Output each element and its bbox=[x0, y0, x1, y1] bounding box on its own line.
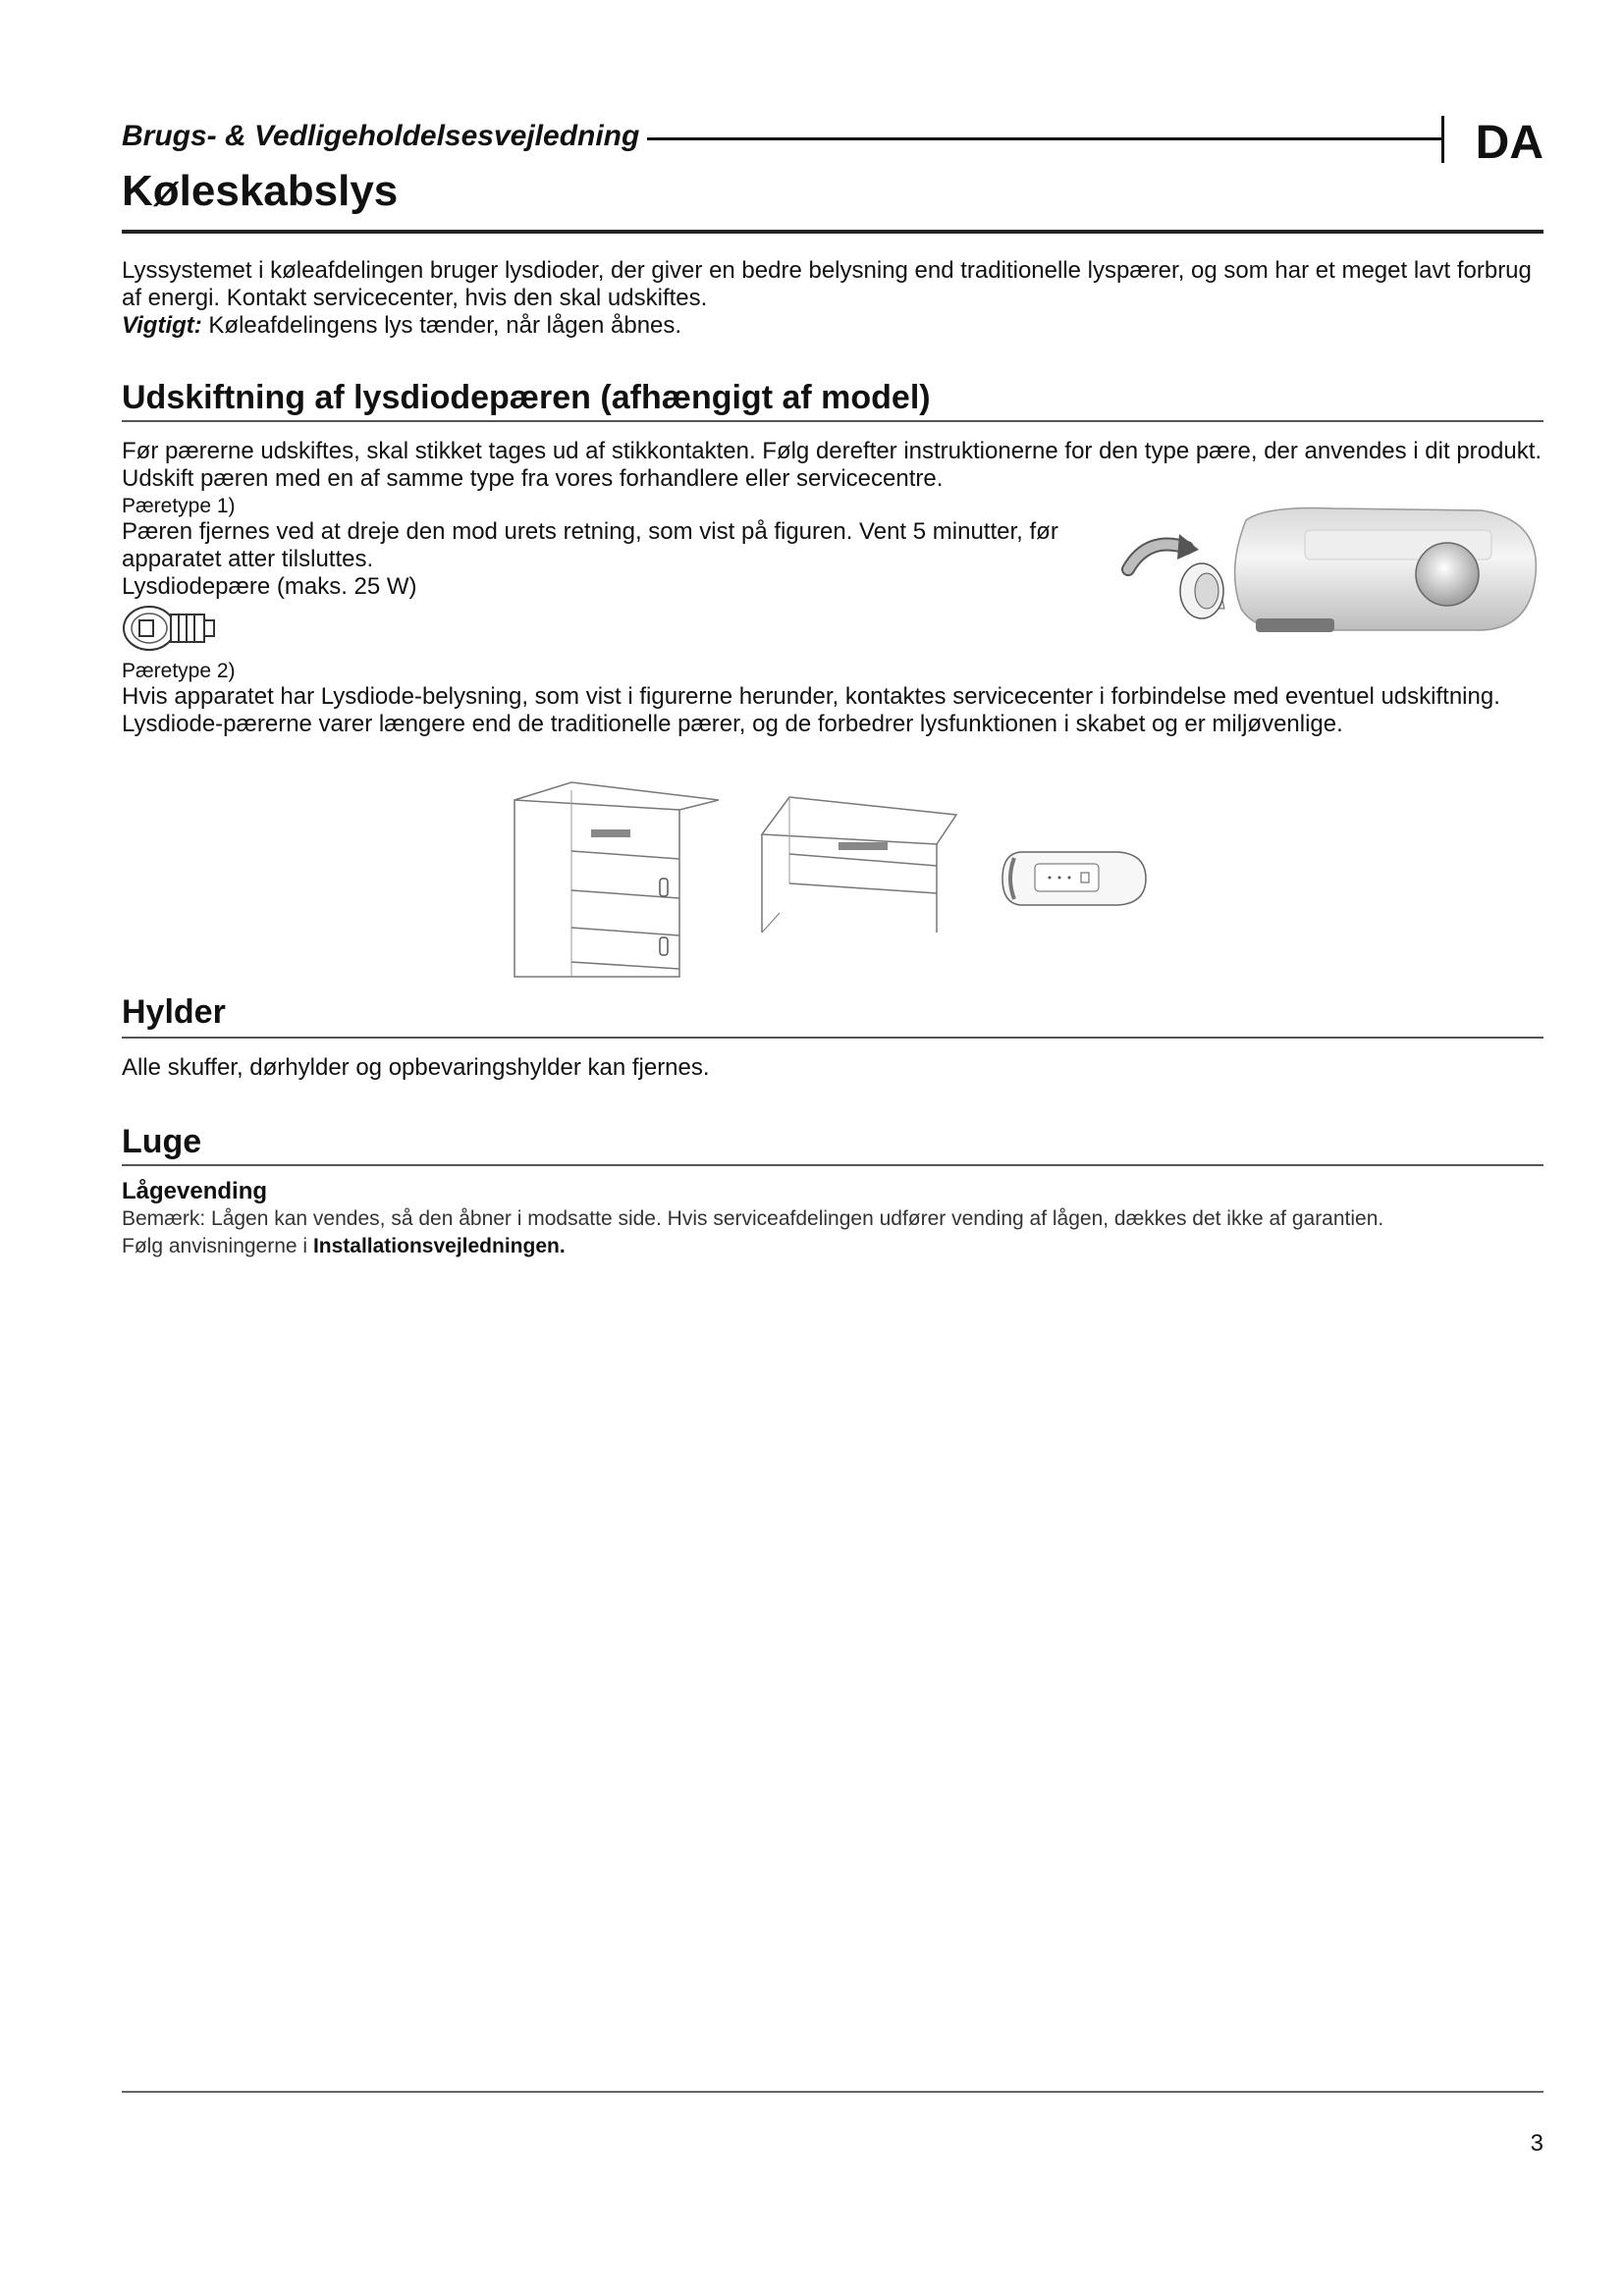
lamp-housing-illustration bbox=[1109, 501, 1541, 648]
section-rule bbox=[122, 420, 1543, 422]
footer-rule bbox=[122, 2091, 1543, 2093]
led-paragraph: Før pærerne udskiftes, skal stikket tages ud af stikkontakten. Følg derefter instruktionerne for den type pære, der anvendes i dit produkt. Udskift pæren med en af samme type fra vores forhandlere eller servicecentre. bbox=[122, 438, 1543, 492]
page-header bbox=[122, 116, 1543, 175]
type2-text: Hvis apparatet har Lysdiode-belysning, som vist i figurerne herunder, kontaktes servicecenter i forbindelse med eventuel udskiftning. Lysdiode-pærerne varer længere end de traditionelle pærer, og de forbedrer lysfunktionen i skabet og er miljøvenlige. bbox=[122, 683, 1500, 737]
header-tick bbox=[1441, 116, 1444, 163]
led-strip-illustration bbox=[1001, 844, 1148, 913]
door-subtitle: Lågevending bbox=[122, 1178, 268, 1204]
title-rule bbox=[122, 230, 1543, 234]
door-text: Bemærk: Lågen kan vendes, så den åbner i modsatte side. Hvis serviceafdelingen udfører vending af lågen, dækkes det ikke af garantien. bbox=[122, 1207, 1384, 1230]
led-bulb-icon bbox=[122, 603, 236, 654]
language-code: DA bbox=[1475, 117, 1543, 169]
intro-text: Lyssystemet i køleafdelingen bruger lysdioder, der giver en bedre belysning end traditionelle lyspærer, og som har et meget lavt forbrug af energi. Kontakt servicecenter, hvis den skal udskiftes. bbox=[122, 257, 1532, 311]
page-number: 3 bbox=[1530, 2130, 1543, 2157]
section-rule bbox=[122, 1037, 1543, 1039]
header-rule bbox=[647, 137, 1442, 140]
type2-label: Pæretype 2) bbox=[122, 660, 236, 682]
type1-bulb-label: Lysdiodepære (maks. 25 W) bbox=[122, 573, 417, 600]
type1-text: Pæren fjernes ved at dreje den mod urets retning, som vist på figuren. Vent 5 minutter, før apparatet atter tilsluttes. bbox=[122, 518, 1058, 572]
document-subtitle: Brugs- & Vedligeholdelsesvejledning bbox=[122, 120, 640, 152]
fridge-ceiling-illustration bbox=[760, 795, 966, 937]
door-text-2: Følg anvisningerne i bbox=[122, 1235, 313, 1257]
section-title-door: Luge bbox=[122, 1123, 202, 1160]
section-rule bbox=[122, 1164, 1543, 1166]
shelves-text: Alle skuffer, dørhylder og opbevaringshylder kan fjernes. bbox=[122, 1054, 710, 1081]
door-note bbox=[122, 1205, 1543, 1260]
fridge-interior-illustration bbox=[513, 780, 719, 982]
installation-guide-reference: Installationsvejledningen. bbox=[312, 1235, 566, 1257]
page-title: Køleskabslys bbox=[122, 167, 399, 215]
type1-label: Pæretype 1) bbox=[122, 495, 236, 517]
intro-paragraph bbox=[122, 257, 1543, 340]
important-label: Vigtigt: bbox=[122, 312, 202, 339]
section-title-led: Udskiftning af lysdiodepæren (afhængigt af model) bbox=[122, 379, 931, 416]
section-title-shelves: Hylder bbox=[122, 993, 226, 1031]
important-text: Køleafdelingens lys tænder, når lågen åbnes. bbox=[201, 312, 682, 339]
